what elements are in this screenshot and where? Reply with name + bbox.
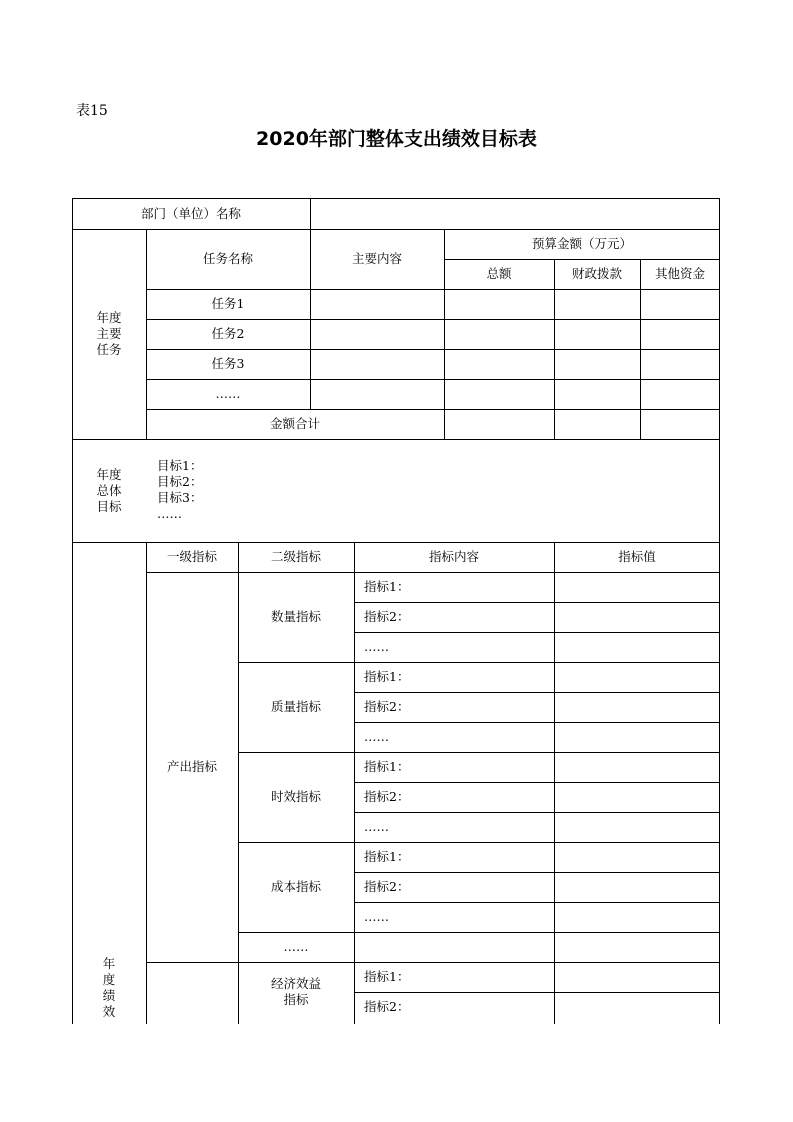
economic-benefit-line: 指标 xyxy=(283,992,309,1007)
task-content-header: 主要内容 xyxy=(351,251,402,266)
table-number: 表15 xyxy=(76,103,108,119)
dept-name-label: 部门（单位）名称 xyxy=(140,206,241,221)
level1-header: 一级指标 xyxy=(166,549,217,564)
indicators-section-label xyxy=(72,952,146,1024)
goal-item: 目标3： xyxy=(157,490,203,505)
tasks-section-line: 任务 xyxy=(96,342,122,357)
budget-other-header: 其他资金 xyxy=(654,266,705,281)
economic-benefit-line: 经济效益 xyxy=(270,976,321,991)
indicator-value-header: 指标值 xyxy=(618,549,656,564)
indicator-item: 指标1： xyxy=(364,969,410,984)
goals-list xyxy=(157,458,202,522)
task-row-label: 任务1 xyxy=(211,296,245,311)
timeliness-indicator-label: 时效指标 xyxy=(270,789,321,804)
indicator-item: …… xyxy=(364,909,389,924)
task-name-header: 任务名称 xyxy=(202,251,253,266)
indicator-item: …… xyxy=(364,639,389,654)
task-row-label: 任务3 xyxy=(211,356,245,371)
goals-section-label xyxy=(72,439,146,542)
goal-item: …… xyxy=(157,506,182,521)
indicator-item: 指标1： xyxy=(364,579,410,594)
indicator-item: 指标2： xyxy=(364,699,410,714)
output-more-label: …… xyxy=(283,939,309,954)
budget-fiscal-header: 财政拨款 xyxy=(571,266,622,281)
level2-header: 二级指标 xyxy=(270,549,321,564)
amount-total-label: 金额合计 xyxy=(269,416,320,431)
page-title: 2020年部门整体支出绩效目标表 xyxy=(256,128,537,150)
dept-name-value[interactable] xyxy=(311,199,719,229)
budget-header: 预算金额（万元） xyxy=(531,236,632,251)
indicator-item: 指标2： xyxy=(364,999,410,1014)
output-indicator-label: 产出指标 xyxy=(166,759,217,774)
economic-benefit-label xyxy=(238,962,354,1024)
cost-indicator-label: 成本指标 xyxy=(270,879,321,894)
task-row-label: 任务2 xyxy=(211,326,245,341)
budget-total-header: 总额 xyxy=(486,266,512,281)
indicator-content-header: 指标内容 xyxy=(428,549,479,564)
indicator-item: 指标1： xyxy=(364,759,410,774)
goals-section-line: 总体 xyxy=(96,482,122,498)
indicators-section-char: 年 xyxy=(102,956,116,971)
goal-item: 目标1： xyxy=(157,458,203,473)
quality-indicator-label: 质量指标 xyxy=(270,699,321,714)
indicator-item: 指标2： xyxy=(364,609,410,624)
goals-section-line: 目标 xyxy=(96,498,122,514)
goal-item: 目标2： xyxy=(157,474,203,489)
tasks-section-line: 年度 xyxy=(96,310,122,325)
indicator-item: 指标2： xyxy=(364,879,410,894)
quantity-indicator-label: 数量指标 xyxy=(270,609,321,624)
indicator-item: 指标2： xyxy=(364,789,410,804)
task-row-label: …… xyxy=(215,386,241,401)
indicator-item: …… xyxy=(364,729,389,744)
indicator-item: 指标1： xyxy=(364,669,410,684)
indicator-item: 指标1： xyxy=(364,849,410,864)
indicators-section-char: 绩 xyxy=(102,988,116,1003)
indicators-section-char: 效 xyxy=(102,1004,116,1019)
tasks-section-line: 主要 xyxy=(96,326,122,341)
goals-section-line: 年度 xyxy=(96,466,122,482)
indicators-section-char: 度 xyxy=(102,972,116,987)
tasks-section-label xyxy=(72,229,146,439)
indicator-item: …… xyxy=(364,819,389,834)
